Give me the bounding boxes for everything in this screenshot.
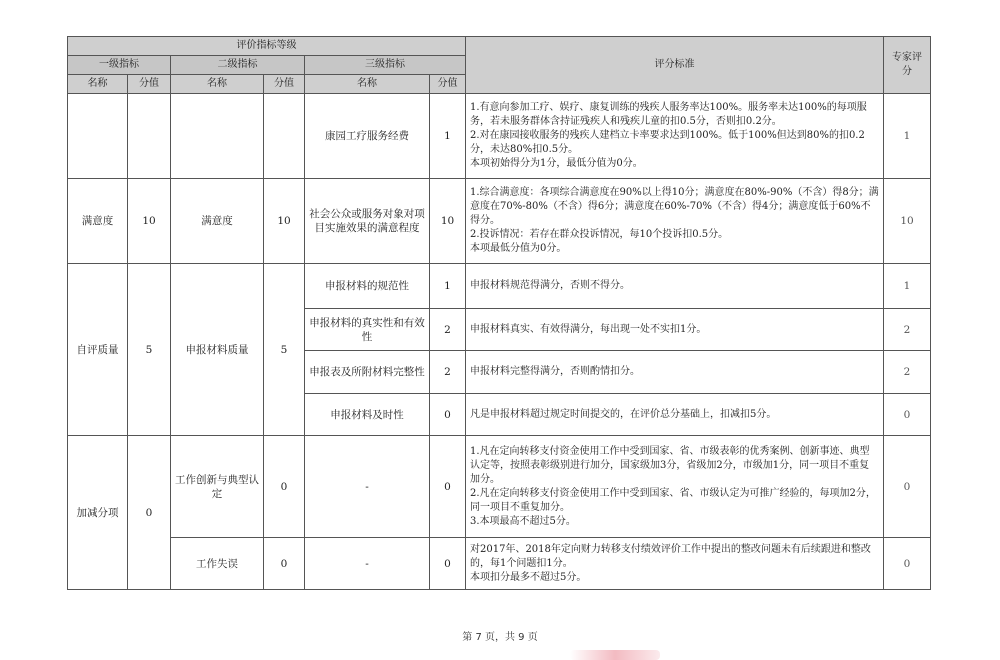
- header-score: 分值: [430, 75, 466, 94]
- level3-name: 社会公众或服务对象对项目实施效果的满意程度: [305, 179, 430, 264]
- criteria-cell: [466, 179, 884, 264]
- expert-score: 0: [884, 538, 931, 590]
- header-criteria: 评分标准: [466, 37, 884, 94]
- criteria-cell: [466, 309, 884, 351]
- level1-name-cell: [68, 94, 128, 179]
- header-score: 分值: [128, 75, 171, 94]
- page-footer: 第 7 页，共 9 页: [462, 632, 538, 643]
- level3-score: 0: [430, 538, 466, 590]
- criteria-line: 3.本项最高不超过5分。: [470, 515, 576, 527]
- criteria-cell: [466, 394, 884, 436]
- header-name: 名称: [171, 75, 264, 94]
- table-row: [68, 264, 931, 309]
- level3-name: 申报表及所附材料完整性: [305, 351, 430, 394]
- criteria-line: 凡是申报材料超过规定时间提交的，在评价总分基础上，扣减扣5分。: [470, 408, 777, 420]
- level3-name: -: [305, 436, 430, 538]
- level2-name: 申报材料质量: [171, 264, 264, 436]
- header-name: 名称: [68, 75, 128, 94]
- level1-score-cell: [128, 94, 171, 179]
- header-group: 评价指标等级: [68, 37, 466, 56]
- level3-score: 2: [430, 351, 466, 394]
- criteria-line: 本项扣分最多不超过5分。: [470, 571, 587, 583]
- seal-mark: [570, 650, 660, 660]
- level2-name-cell: [171, 94, 264, 179]
- level2-name: 工作失误: [171, 538, 264, 590]
- criteria-line: 对2017年、2018年定向财力转移支付绩效评价工作中提出的整改问题未有后续跟进和整改的，每1个问题扣1分。: [470, 543, 871, 569]
- level3-score: 2: [430, 309, 466, 351]
- level3-name: 申报材料及时性: [305, 394, 430, 436]
- table-row: [68, 436, 931, 538]
- expert-score: 2: [884, 351, 931, 394]
- level1-name: 自评质量: [68, 264, 128, 436]
- level2-score: 10: [264, 179, 305, 264]
- table-row: [68, 94, 931, 179]
- table-row: [68, 179, 931, 264]
- evaluation-table: [67, 36, 931, 590]
- level2-score: 0: [264, 538, 305, 590]
- expert-score: 1: [884, 264, 931, 309]
- level3-name: 申报材料的规范性: [305, 264, 430, 309]
- table-row: [68, 538, 931, 590]
- criteria-line: 申报材料真实、有效得满分，每出现一处不实扣1分。: [470, 323, 707, 335]
- level3-name: -: [305, 538, 430, 590]
- header-expert: 专家评分: [884, 37, 931, 94]
- header-name: 名称: [305, 75, 430, 94]
- expert-score: 2: [884, 309, 931, 351]
- level3-name: 康园工疗服务经费: [305, 94, 430, 179]
- level1-score: 5: [128, 264, 171, 436]
- level2-score-cell: [264, 94, 305, 179]
- criteria-line: 申报材料规范得满分，否则不得分。: [470, 280, 630, 291]
- criteria-cell: [466, 351, 884, 394]
- criteria-line: 2.对在康园接收服务的残疾人建档立卡率要求达到100%。低于100%但达到80%的扣0.2分，未达80%扣0.5分。: [470, 130, 865, 155]
- level2-score: 5: [264, 264, 305, 436]
- criteria-cell: [466, 94, 884, 179]
- criteria-line: 本项最低分值为0分。: [470, 243, 567, 254]
- expert-score: 0: [884, 394, 931, 436]
- level3-score: 0: [430, 394, 466, 436]
- level3-score: 1: [430, 94, 466, 179]
- criteria-cell: [466, 538, 884, 590]
- criteria-line: 1.综合满意度：各项综合满意度在90%以上得10分；满意度在80%-90%（不含）得8分；满意度在70%-80%（不含）得6分；满意度在60%-70%（不含）得4分；满意度低于60%不得分。: [470, 187, 879, 226]
- level2-name: 满意度: [171, 179, 264, 264]
- criteria-cell: [466, 264, 884, 309]
- criteria-line: 申报材料完整得满分，否则酌情扣分。: [470, 366, 640, 377]
- criteria-line: 2.凡在定向转移支付资金使用工作中受到国家、省、市级认定为可推广经验的，每项加2分，同一项目不重复加分。: [470, 487, 876, 513]
- level2-score: 0: [264, 436, 305, 538]
- criteria-line: 本项初始得分为1分，最低分值为0分。: [470, 158, 643, 169]
- expert-score: 1: [884, 94, 931, 179]
- level3-score: 1: [430, 264, 466, 309]
- header-level1: 一级指标: [68, 56, 171, 75]
- expert-score: 10: [884, 179, 931, 264]
- criteria-line: 1.有意向参加工疗、娱疗、康复训练的残疾人服务率达100%。服务率未达100%的每项服务，若未服务群体含持证残疾人和残疾儿童的扣0.5分，否则扣0.2分。: [470, 102, 867, 127]
- header-level3: 三级指标: [305, 56, 466, 75]
- level1-name: 满意度: [68, 179, 128, 264]
- level3-score: 0: [430, 436, 466, 538]
- criteria-cell: [466, 436, 884, 538]
- level3-score: 10: [430, 179, 466, 264]
- level1-score: 10: [128, 179, 171, 264]
- level1-name: 加减分项: [68, 436, 128, 590]
- header-score: 分值: [264, 75, 305, 94]
- level3-name: 申报材料的真实性和有效性: [305, 309, 430, 351]
- expert-score: 0: [884, 436, 931, 538]
- criteria-line: 2.投诉情况：若存在群众投诉情况，每10个投诉扣0.5分。: [470, 229, 729, 240]
- level1-score: 0: [128, 436, 171, 590]
- header-level2: 二级指标: [171, 56, 305, 75]
- criteria-line: 1.凡在定向转移支付资金使用工作中受到国家、省、市级表彰的优秀案例、创新事迹、典型认定等，按照表彰级别进行加分，国家级加3分，省级加2分，市级加1分，同一项目不重复加分。: [470, 445, 870, 485]
- level2-name: 工作创新与典型认定: [171, 436, 264, 538]
